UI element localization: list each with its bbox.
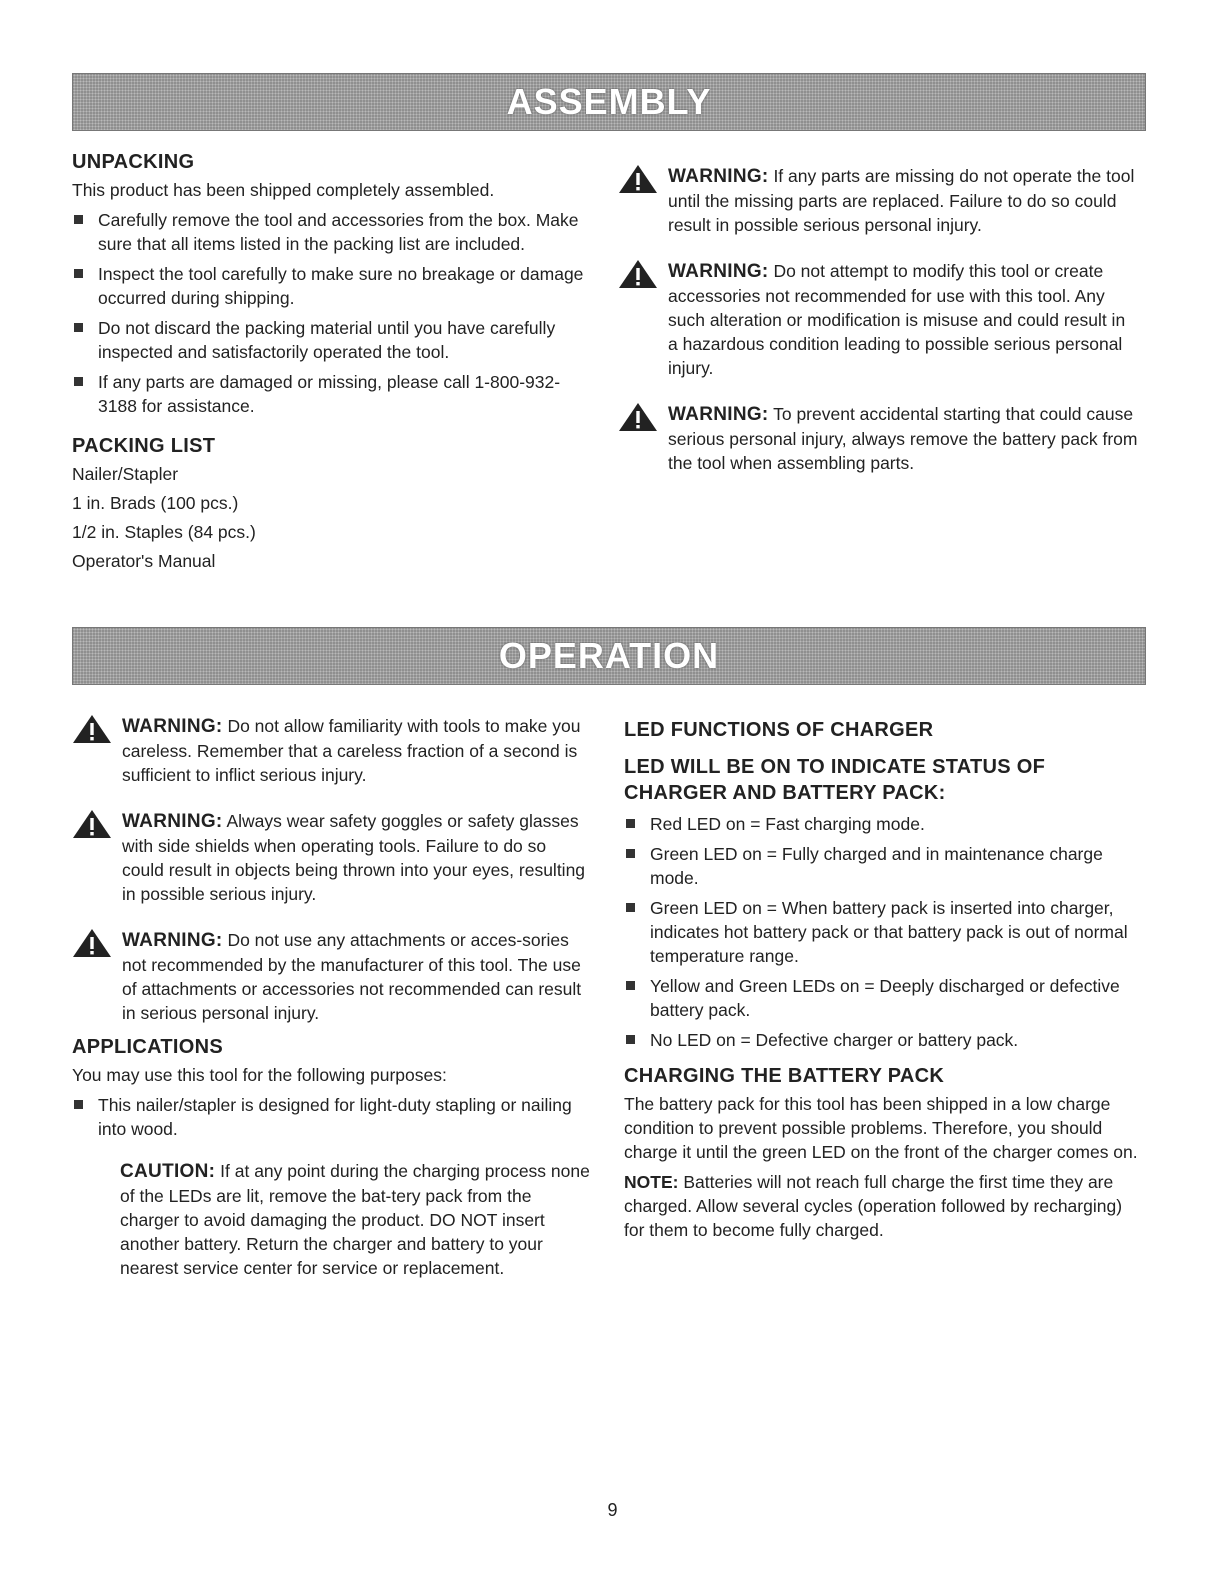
warning-label: WARNING: (122, 716, 223, 737)
operation-title: OPERATION (498, 635, 720, 676)
applications-list (72, 1093, 592, 1141)
assembly-right-column (618, 164, 1138, 497)
charging-note (624, 1170, 1144, 1242)
warning-label: WARNING: (668, 261, 769, 282)
list-item: Inspect the tool carefully to make sure no breakage or damage occurred during shipping. (72, 262, 592, 310)
applications-intro: You may use this tool for the following purposes: (72, 1065, 447, 1085)
warning-label: WARNING: (668, 404, 769, 425)
operation-left-column (72, 714, 592, 1280)
caution-label: CAUTION: (120, 1161, 216, 1182)
unpacking-list (72, 208, 592, 418)
assembly-warning-1 (618, 164, 1138, 237)
list-item: No LED on = Defective charger or battery pack. (624, 1028, 1144, 1052)
page-number: 9 (607, 1500, 618, 1520)
packing-item: 1 in. Brads (100 pcs.) (72, 493, 239, 513)
assembly-left-column (72, 150, 592, 578)
warning-icon (72, 928, 112, 958)
note-label: NOTE: (624, 1172, 679, 1192)
list-item: Red LED on = Fast charging mode. (624, 812, 1144, 836)
warning-text: Do not attempt to modify this tool or create accessories not recommended for use with this tool. Any such alteration or modification is misuse and could result in a hazardous condition leading to possible serious personal injury. (668, 261, 1126, 378)
packing-item: Nailer/Stapler (72, 464, 179, 484)
unpacking-heading: UNPACKING (72, 151, 195, 173)
operation-warning-2 (72, 809, 592, 906)
unpacking-intro: This product has been shipped completely assembled. (72, 180, 495, 200)
list-item: If any parts are damaged or missing, please call 1-800-932-3188 for assistance. (72, 370, 592, 418)
assembly-title: ASSEMBLY (506, 81, 712, 122)
warning-icon (618, 402, 658, 432)
warning-text: Do not allow familiarity with tools to make you careless. Remember that a careless fraction of a second is sufficient to inflict serious injury. (122, 716, 581, 785)
charging-heading: CHARGING THE BATTERY PACK (624, 1065, 945, 1087)
packing-item: Operator's Manual (72, 551, 216, 571)
packing-list-heading: PACKING LIST (72, 435, 216, 457)
operation-warning-3 (72, 928, 592, 1025)
warning-icon (618, 164, 658, 194)
warning-label: WARNING: (122, 811, 223, 832)
assembly-warning-2 (618, 259, 1138, 380)
warning-icon (618, 259, 658, 289)
warning-label: WARNING: (122, 930, 223, 951)
note-text: Batteries will not reach full charge the first time they are charged. Allow several cycles (operation followed by recharging) for them to become fully charged. (624, 1172, 1123, 1240)
list-item: Carefully remove the tool and accessories from the box. Make sure that all items listed in the packing list are included. (72, 208, 592, 256)
caution-text: If at any point during the charging process none of the LEDs are lit, remove the bat-tery pack from the charger to avoid damaging the product. DO NOT insert another battery. Return the charger and battery to your nearest service center for service or replacement. (120, 1161, 590, 1278)
list-item: Yellow and Green LEDs on = Deeply discharged or defective battery pack. (624, 974, 1144, 1022)
list-item: This nailer/stapler is designed for light-duty stapling or nailing into wood. (72, 1093, 592, 1141)
warning-text: Do not use any attachments or acces-sories not recommended by the manufacturer of this tool. The use of attachments or accessories not recommended can result in serious personal injury. (122, 930, 582, 1023)
led-subheading: LED WILL BE ON TO INDICATE STATUS OF CHARGER AND BATTERY PACK: (624, 756, 1046, 804)
applications-heading: APPLICATIONS (72, 1036, 224, 1058)
list-item: Do not discard the packing material until you have carefully inspected and satisfactorily operated the tool. (72, 316, 592, 364)
led-list (624, 812, 1144, 1052)
warning-text: To prevent accidental starting that could cause serious personal injury, always remove the battery pack from the tool when assembling parts. (668, 404, 1138, 473)
warning-text: If any parts are missing do not operate the tool until the missing parts are replaced. Failure to do so could result in possible serious personal injury. (668, 166, 1135, 235)
operation-warning-1 (72, 714, 592, 787)
warning-icon (72, 714, 112, 744)
warning-icon (72, 809, 112, 839)
warning-text: Always wear safety goggles or safety glasses with side shields when operating tools. Failure to do so could result in objects being thrown into your eyes, resulting in possible serious injury. (122, 811, 586, 904)
led-heading: LED FUNCTIONS OF CHARGER (624, 719, 934, 741)
operation-right-column (624, 718, 1144, 1248)
assembly-banner (72, 73, 1146, 131)
warning-label: WARNING: (668, 166, 769, 187)
assembly-warning-3 (618, 402, 1138, 475)
charging-text: The battery pack for this tool has been shipped in a low charge condition to prevent possible problems. Therefore, you should charge it until the green LED on the front of the charger comes on. (624, 1094, 1138, 1162)
packing-item: 1/2 in. Staples (84 pcs.) (72, 522, 256, 542)
list-item: Green LED on = When battery pack is inserted into charger, indicates hot battery pack or that battery pack is out of normal temperature range. (624, 896, 1144, 968)
caution-block (72, 1159, 592, 1280)
operation-banner (72, 627, 1146, 685)
list-item: Green LED on = Fully charged and in maintenance charge mode. (624, 842, 1144, 890)
